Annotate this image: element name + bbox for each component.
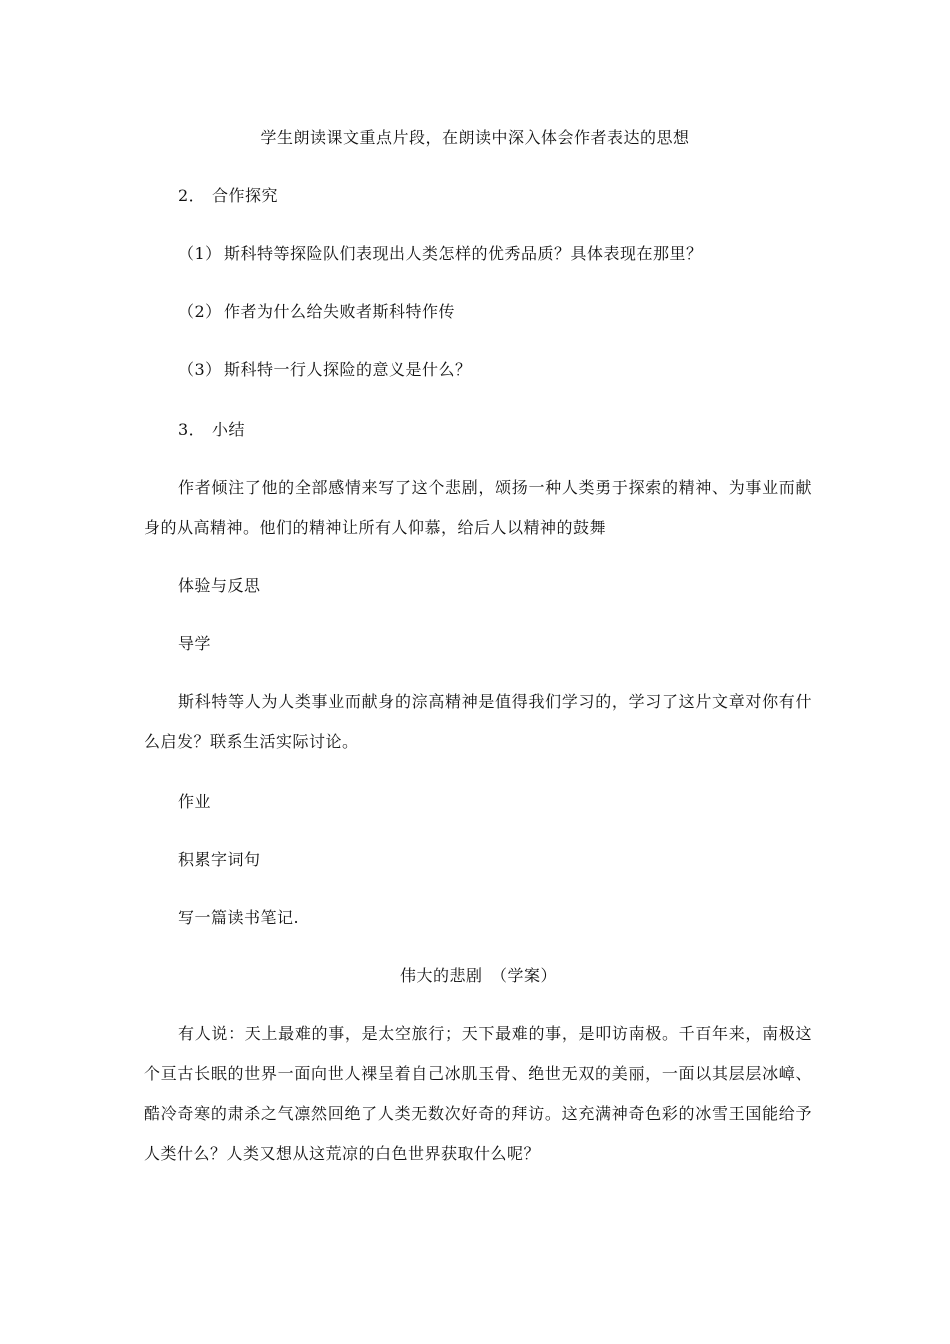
study-guide-title: 伟大的悲剧 （学案） — [400, 966, 558, 985]
homework-item: 积累字词句 — [178, 850, 261, 869]
reading-instruction: 学生朗读课文重点片段，在朗读中深入体会作者表达的思想 — [260, 128, 690, 147]
section-title: 小结 — [212, 420, 246, 439]
section-number: 3． — [178, 420, 206, 439]
intro-paragraph: 有人说：天上最难的事，是太空旅行；天下最难的事，是叩访南极。千百年来，南极这个亘古长眠的世界一面向世人裸呈着自己冰肌玉骨、绝世无双的美丽，一面以其层层冰嶂、酷冷奇寒的肃杀之气凛然回绝了人类无数次好奇的拜访。这充满神奇色彩的冰雪王国能给予人类什么？人类又想从这荒凉的白色世界获取什么呢？ — [144, 1024, 812, 1163]
section-number: 2． — [178, 186, 206, 205]
heading-homework: 作业 — [178, 792, 212, 811]
question-text: 斯科特等探险队们表现出人类怎样的优秀品质？具体表现在那里？ — [224, 244, 703, 263]
question-item — [178, 244, 703, 264]
question-text: 作者为什么给失败者斯科特作传 — [224, 302, 456, 321]
question-number: （2） — [178, 302, 222, 321]
heading-reflection: 体验与反思 — [178, 576, 261, 595]
question-number: （1） — [178, 244, 222, 263]
question-item — [178, 302, 455, 322]
homework-item: 写一篇读书笔记. — [178, 908, 300, 927]
question-text: 斯科特一行人探险的意义是什么？ — [224, 360, 472, 379]
question-item — [178, 360, 472, 380]
section-heading-cooperative-inquiry — [178, 186, 278, 206]
summary-paragraph: 作者倾注了他的全部感情来写了这个悲剧，颂扬一种人类勇于探索的精神、为事业而献身的从高精神。他们的精神让所有人仰慕，给后人以精神的鼓舞 — [144, 478, 812, 537]
guide-paragraph: 斯科特等人为人类事业而献身的淙高精神是值得我们学习的，学习了这片文章对你有什么启发？联系生活实际讨论。 — [144, 692, 812, 751]
section-heading-summary — [178, 420, 245, 440]
section-title: 合作探究 — [212, 186, 279, 205]
heading-guide: 导学 — [178, 634, 212, 653]
question-number: （3） — [178, 360, 222, 379]
